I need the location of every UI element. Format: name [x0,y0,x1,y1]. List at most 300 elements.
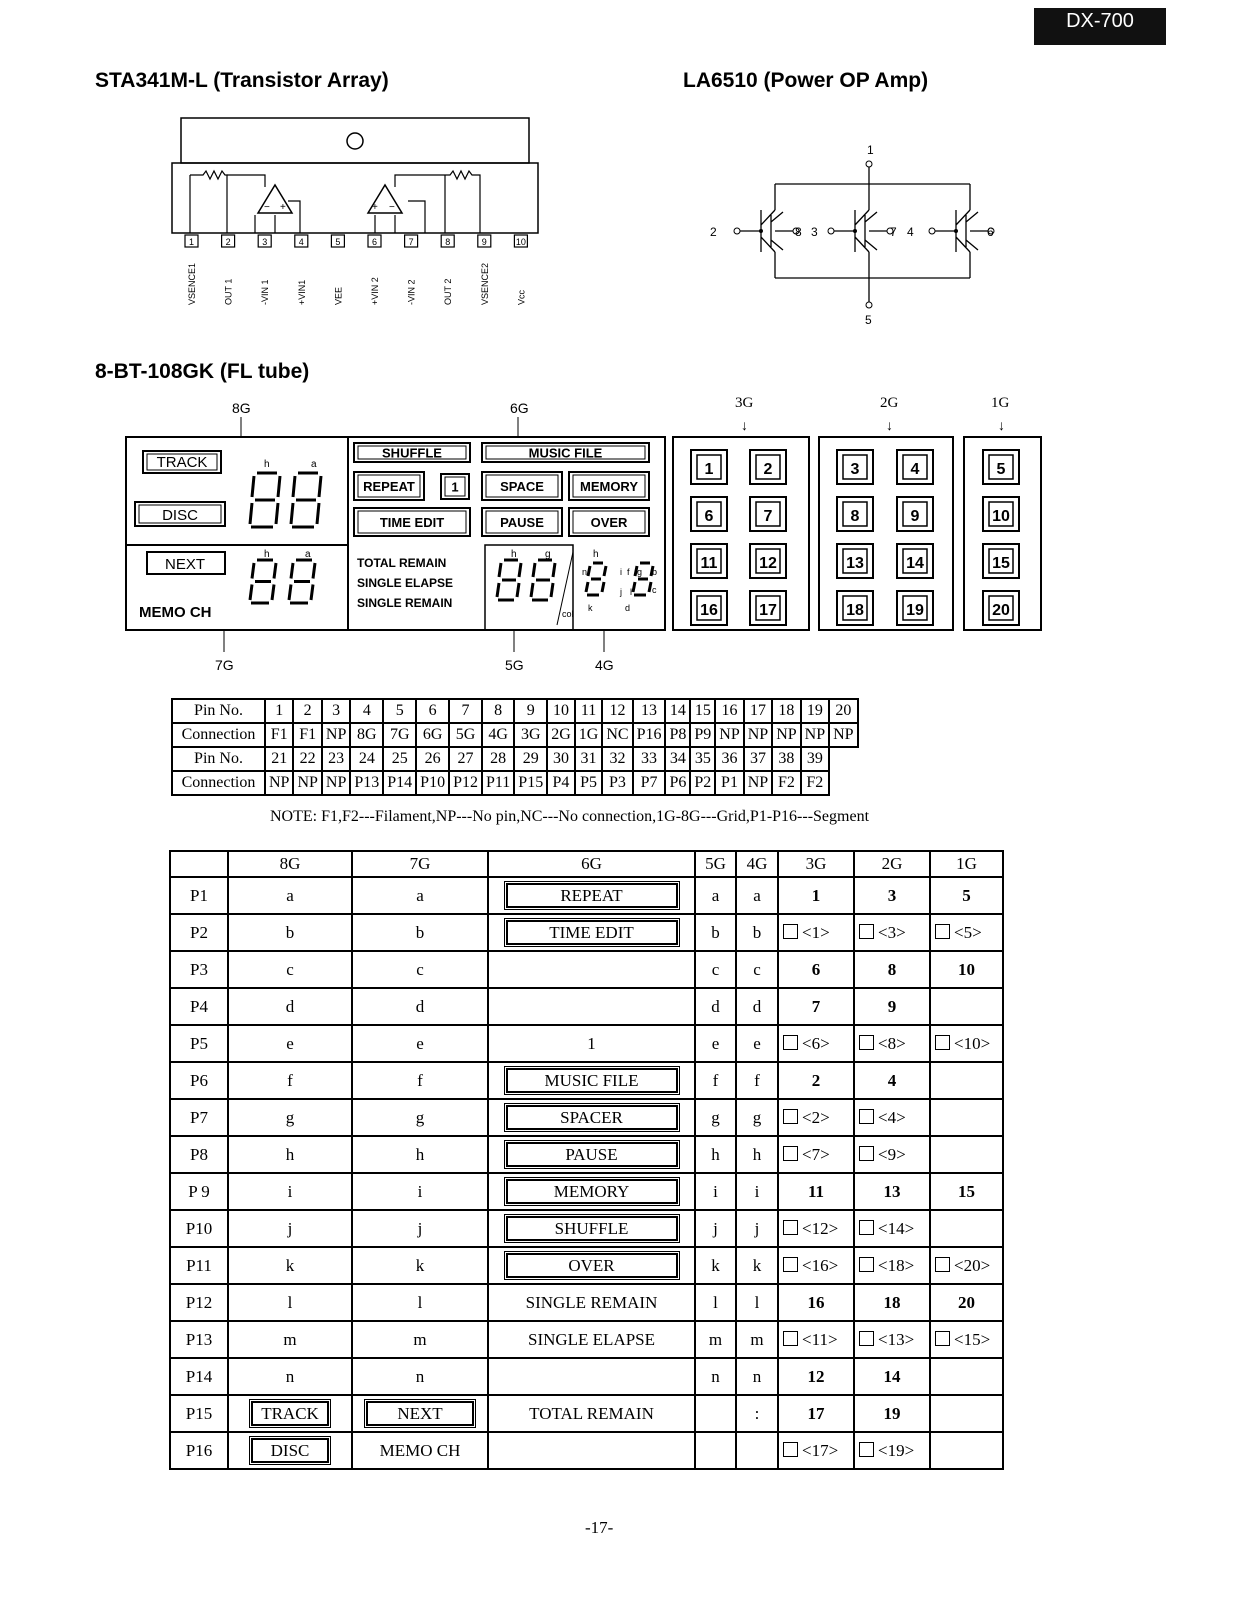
pin-cell: P8 [665,723,690,747]
seg-cell-g2 [854,1210,930,1247]
fl-total-remain: TOTAL REMAIN [357,556,447,570]
seg-code: <4> [878,1107,906,1127]
pin-cell: P13 [350,771,383,795]
seg-cell-g7 [352,1395,488,1432]
pin-cell: F2 [801,771,829,795]
grid-number: 1 [704,461,714,478]
pin-cell: 5G [449,723,482,747]
pin-cell: NP [293,771,321,795]
pin-cell: NP [801,723,829,747]
seg-cell-g2: 4 [854,1062,930,1099]
seg-cell-p: P10 [170,1210,228,1247]
seg-cell-g1 [930,1432,1003,1469]
seg-cell-g8: d [228,988,352,1025]
seg-cell-g6: SINGLE REMAIN [488,1284,695,1321]
pin-cell: 37 [744,747,772,771]
pin-cell: NP [744,723,772,747]
pin-cell: 5 [383,699,416,723]
svg-text:+: + [372,202,378,213]
seg-cell-g7: c [352,951,488,988]
seven-segment-digit [250,473,280,527]
seg-cell-g1: 15 [930,1173,1003,1210]
seg-cell-g7: l [352,1284,488,1321]
sta-pin-number: 2 [225,237,231,247]
seg-cell-g2: 8 [854,951,930,988]
seg-cell-g3: 2 [778,1062,854,1099]
fl-memory: MEMORY [579,479,639,494]
seg-cell-g1 [930,988,1003,1025]
pin-cell: 25 [383,747,416,771]
seg-header: 8G [228,851,352,877]
svg-text:−: − [389,202,395,213]
seg-cell-g2 [854,1247,930,1284]
seg-cell-g4: a [736,877,778,914]
sta-pin-label: -VIN 1 [260,279,271,305]
seg-cell-g1 [930,1358,1003,1395]
svg-text:↓: ↓ [886,417,893,433]
checkbox-square-icon [859,1442,874,1457]
seg-cell-g8 [228,1432,352,1469]
pin-row-label: Connection [172,723,265,747]
seg-cell-g6 [488,914,695,951]
seg-code: <9> [878,1144,906,1164]
seg-header: 2G [854,851,930,877]
grid-label-8g: 8G [232,400,251,416]
seg-cell-g3 [778,914,854,951]
pin-cell: 11 [575,699,603,723]
darlington-pair [828,210,893,252]
seg-cell-g8: l [228,1284,352,1321]
pin-cell: NP [322,723,350,747]
seg-h-8g: h [264,459,270,470]
boxed-label: DISC [251,1438,329,1463]
sta-pin-label: VEE [333,286,344,305]
pin-cell: 30 [547,747,575,771]
pin-row-label: Pin No. [172,699,265,723]
node-5: 5 [865,313,872,327]
grid-number: 10 [992,508,1010,525]
pin-cell: 1 [265,699,293,723]
pin-cell: 35 [690,747,715,771]
seg-cell-p: P2 [170,914,228,951]
pin-cell: 9 [514,699,547,723]
pin-cell: 19 [801,699,829,723]
fl-one: 1 [451,479,459,495]
pin-cell: P5 [575,771,603,795]
seg-cell-g2: 13 [854,1173,930,1210]
checkbox-square-icon [783,924,798,939]
pin-cell: 18 [772,699,800,723]
sta-pin-number: 4 [298,237,304,247]
mount-hole [347,133,363,149]
seg-cell-g2 [854,1025,930,1062]
seg-cell-p: P 9 [170,1173,228,1210]
pin-table-note: NOTE: F1,F2---Filament,NP---No pin,NC---No connection,1G-8G---Grid,P1-P16---Segment [270,808,870,825]
sta-pin-number: 6 [371,237,378,247]
seg-cell-g4 [736,1432,778,1469]
seg-code: <10> [954,1033,991,1053]
seg-cell-g1 [930,1395,1003,1432]
pin-cell: NP [744,771,772,795]
pin-cell: 3 [322,699,350,723]
checkbox-square-icon [859,1146,874,1161]
grid-number: 17 [759,602,777,619]
fl-pause: PAUSE [500,515,544,530]
pin-cell: NP [715,723,743,747]
pin-cell: P3 [602,771,632,795]
seg-cell-g6: SINGLE ELAPSE [488,1321,695,1358]
seven-segment-digit [497,560,521,600]
seg-cell-g6 [488,1136,695,1173]
seg-cell-g2: 18 [854,1284,930,1321]
sta-pin-label: -VIN 2 [406,279,417,305]
seg-code: <19> [878,1440,915,1460]
grid-number: 4 [910,461,920,478]
fl-shuffle: SHUFFLE [382,445,442,461]
pin-cell: 12 [602,699,632,723]
grid-label-1g: 1G [991,395,1010,411]
boxed-label: PAUSE [506,1142,678,1167]
seg-cell-p: P3 [170,951,228,988]
pin-cell: P1 [715,771,743,795]
sta-pin-number: 3 [262,237,268,247]
seg-cell-g2: 9 [854,988,930,1025]
seg-cell-g7: d [352,988,488,1025]
pin-cell: 7 [449,699,482,723]
darlington-pair [734,210,799,252]
seg-cell-g5: d [695,988,736,1025]
seg-cell-g2 [854,1136,930,1173]
sta-pin-label: VSENCE2 [479,262,490,305]
pin-cell: P15 [514,771,547,795]
pin-cell: P9 [690,723,715,747]
grid-label-3g: 3G [735,395,754,411]
pin-cell: 10 [547,699,575,723]
pin-cell: 3G [514,723,547,747]
checkbox-square-icon [859,924,874,939]
pin-cell: 6G [416,723,449,747]
seg-code: <8> [878,1033,906,1053]
pin-cell: P7 [633,771,666,795]
checkbox-square-icon [935,1257,950,1272]
seg-header: 7G [352,851,488,877]
boxed-label: SPACER [506,1105,678,1130]
node-6: 6 [987,225,994,239]
fl-track: TRACK [156,454,208,471]
seg-cell-p: P12 [170,1284,228,1321]
pin-cell: 15 [690,699,715,723]
checkbox-square-icon [783,1035,798,1050]
pin-cell: 4G [482,723,514,747]
sta-pin-number: 1 [188,237,195,247]
fl-single-elapse: SINGLE ELAPSE [357,576,454,590]
seg-cell-g8: i [228,1173,352,1210]
seg-cell-g5: l [695,1284,736,1321]
boxed-label: REPEAT [506,883,678,908]
seg-cell-g4: j [736,1210,778,1247]
seg-cell-g7: i [352,1173,488,1210]
seg-cell-g2: 3 [854,877,930,914]
seg-cell-g5: e [695,1025,736,1062]
pin-cell: 13 [633,699,666,723]
seg-k-4g: k [588,603,593,613]
grid-number: 14 [906,555,924,572]
seg-cell-g3: 6 [778,951,854,988]
pin-cell: 39 [801,747,829,771]
pin-row-label: Pin No. [172,747,265,771]
seg-cell-g6 [488,1358,695,1395]
seg-a-7g: a [305,549,311,560]
pin-cell: F1 [293,723,321,747]
la-schematic [710,140,1015,327]
sta-pin-label: OUT 1 [223,278,234,305]
seg-cell-g6 [488,951,695,988]
seg-cell-g6: TOTAL REMAIN [488,1395,695,1432]
sta-pin-label: OUT 2 [443,278,454,305]
seven-segment-digit [291,473,321,527]
pin-cell: 7G [383,723,416,747]
seg-cell-g1 [930,1025,1003,1062]
seg-cell-g7: k [352,1247,488,1284]
pin-cell: 38 [772,747,800,771]
seg-cell-p: P1 [170,877,228,914]
seg-n-4g: n [582,567,588,577]
seg-cell-g6 [488,1247,695,1284]
pin-cell: P14 [383,771,416,795]
seg-cell-g6 [488,877,695,914]
seg-cell-g7: j [352,1210,488,1247]
pin-cell: F2 [772,771,800,795]
pin-cell: 16 [715,699,743,723]
model-badge: DX-700 [1034,8,1166,45]
checkbox-square-icon [935,1035,950,1050]
node-2: 2 [710,225,717,239]
seg-header: 3G [778,851,854,877]
seg-code: <17> [802,1440,839,1460]
seg-cell-g1 [930,1321,1003,1358]
pin-cell: 32 [602,747,632,771]
pin-cell: 22 [293,747,321,771]
seg-code: <6> [802,1033,830,1053]
seg-cell-g4: b [736,914,778,951]
pin-cell: 4 [350,699,383,723]
sta-title: STA341M-L (Transistor Array) [95,69,389,92]
seg-code: <3> [878,922,906,942]
seg-cell-g7: h [352,1136,488,1173]
pin-cell: P16 [633,723,666,747]
seg-i-4g: i [620,567,622,577]
seg-cell-g4: k [736,1247,778,1284]
node-3: 3 [811,225,818,239]
checkbox-square-icon [935,924,950,939]
seg-b-4g: b [652,567,658,577]
seg-cell-g1 [930,1099,1003,1136]
sta-pin-number: 10 [515,237,526,247]
pin-cell: 28 [482,747,514,771]
pin-cell: 8 [482,699,514,723]
checkbox-square-icon [935,1331,950,1346]
seg-cell-g3: 7 [778,988,854,1025]
pin-row-label: Connection [172,771,265,795]
grid-label-2g: 2G [880,395,899,411]
seg-code: <2> [802,1107,830,1127]
seg-code: <1> [802,922,830,942]
checkbox-square-icon [783,1442,798,1457]
seg-cell-p: P13 [170,1321,228,1358]
seg-cell-g4: d [736,988,778,1025]
seg-cell-g6 [488,988,695,1025]
seg-cell-g3 [778,1136,854,1173]
seg-d-4g: d [625,603,631,613]
seven-segment-digit [586,563,606,595]
seg-g-4g: g [637,567,643,577]
seg-cell-g3 [778,1099,854,1136]
seg-cell-g1 [930,1136,1003,1173]
pin-cell: 33 [633,747,666,771]
seg-code: <15> [954,1329,991,1349]
seg-cell-g8: b [228,914,352,951]
seg-cell-g7: e [352,1025,488,1062]
pin-cell: 24 [350,747,383,771]
pin-cell: 1G [575,723,603,747]
pin-cell: P2 [690,771,715,795]
svg-text:+: + [280,202,286,213]
pin-cell: 31 [575,747,603,771]
la-title: LA6510 (Power OP Amp) [683,69,929,92]
seg-cell-g5: i [695,1173,736,1210]
seg-cell-g2 [854,1321,930,1358]
checkbox-square-icon [859,1035,874,1050]
seg-cell-g8: c [228,951,352,988]
checkbox-square-icon [783,1220,798,1235]
seg-cell-g6 [488,1099,695,1136]
seg-cell-g3 [778,1210,854,1247]
fl-space: SPACE [500,479,544,494]
seg-cell-p: P8 [170,1136,228,1173]
seg-l-4g: l [630,587,632,597]
grid-number: 7 [763,508,773,525]
node-1: 1 [867,143,874,157]
pin-cell: 2 [293,699,321,723]
svg-text:−: − [264,202,270,213]
pin-cell: 14 [665,699,690,723]
seg-cell-g4: h [736,1136,778,1173]
seg-cell-g5: c [695,951,736,988]
pin-cell: 17 [744,699,772,723]
checkbox-square-icon [859,1220,874,1235]
seg-code: <16> [802,1255,839,1275]
seg-cell-g7: a [352,877,488,914]
grid-number: 6 [704,508,714,525]
seg-h-7g: h [264,549,270,560]
grid-label-6g: 6G [510,400,529,416]
grid-number: 11 [700,555,718,572]
seg-cell-p: P5 [170,1025,228,1062]
pin-cell: 34 [665,747,690,771]
pin-cell: P11 [482,771,514,795]
seg-cell-g7: g [352,1099,488,1136]
grid-number: 2 [763,461,773,478]
boxed-label: OVER [506,1253,678,1278]
grid-number: 5 [996,461,1006,478]
seg-header: 1G [930,851,1003,877]
seg-code: <5> [954,922,982,942]
seg-h-4g: h [593,549,599,560]
checkbox-square-icon [783,1331,798,1346]
seg-cell-g5: f [695,1062,736,1099]
seg-code: <12> [802,1218,839,1238]
seg-cell-g7: MEMO CH [352,1432,488,1469]
fl-over: OVER [590,515,628,530]
seg-cell-g5: g [695,1099,736,1136]
heatsink-tab [181,118,529,163]
seg-cell-p: P4 [170,988,228,1025]
grid-number: 13 [846,555,864,572]
seg-cell-g8: m [228,1321,352,1358]
sta-pin-number: 5 [335,237,341,247]
fl-next: NEXT [164,556,206,573]
seg-cell-g4: l [736,1284,778,1321]
pin-cell: NP [829,723,857,747]
seg-header: 6G [488,851,695,877]
node-8: 8 [795,225,802,239]
boxed-label: NEXT [366,1401,474,1426]
seg-code: <11> [802,1329,838,1349]
seg-cell-g6 [488,1062,695,1099]
seg-cell-g4: g [736,1099,778,1136]
fl-time-edit: TIME EDIT [379,515,445,530]
seg-cell-p: P11 [170,1247,228,1284]
checkbox-square-icon [859,1331,874,1346]
seg-header [170,851,228,877]
seg-header: 4G [736,851,778,877]
seg-cell-g5: n [695,1358,736,1395]
pin-cell: P6 [665,771,690,795]
seg-cell-g6 [488,1432,695,1469]
boxed-label: MUSIC FILE [506,1068,678,1093]
seg-cell-g4: : [736,1395,778,1432]
sta-package-diagram [175,115,555,315]
seg-cell-g8: n [228,1358,352,1395]
seg-cell-g1 [930,1062,1003,1099]
seg-j-4g: j [620,587,622,597]
grid-number: 3 [850,461,860,478]
seg-header: 5G [695,851,736,877]
sta-pin-label: +VIN1 [296,279,307,305]
boxed-label: SHUFFLE [506,1216,678,1241]
seven-segment-digit [289,560,315,603]
seg-cell-g5: b [695,914,736,951]
fl-disc: DISC [162,507,198,524]
sta-pin-number: 9 [481,237,487,247]
pin-cell: 27 [449,747,482,771]
seg-cell-g2 [854,1432,930,1469]
seg-h-5g: h [511,549,517,560]
seg-cell-g4: m [736,1321,778,1358]
grid-number: 12 [759,555,777,572]
sta-pin-label: +VIN 2 [370,277,380,305]
panel-3g [673,437,809,630]
checkbox-square-icon [783,1146,798,1161]
seg-cell-g1: 5 [930,877,1003,914]
boxed-label: MEMORY [506,1179,678,1204]
pin-cell: NP [772,723,800,747]
svg-text:↓: ↓ [998,417,1005,433]
seg-cell-g2: 14 [854,1358,930,1395]
fl-single-remain: SINGLE REMAIN [357,596,453,610]
fl-title: 8-BT-108GK (FL tube) [95,360,310,383]
seg-cell-g3: 11 [778,1173,854,1210]
